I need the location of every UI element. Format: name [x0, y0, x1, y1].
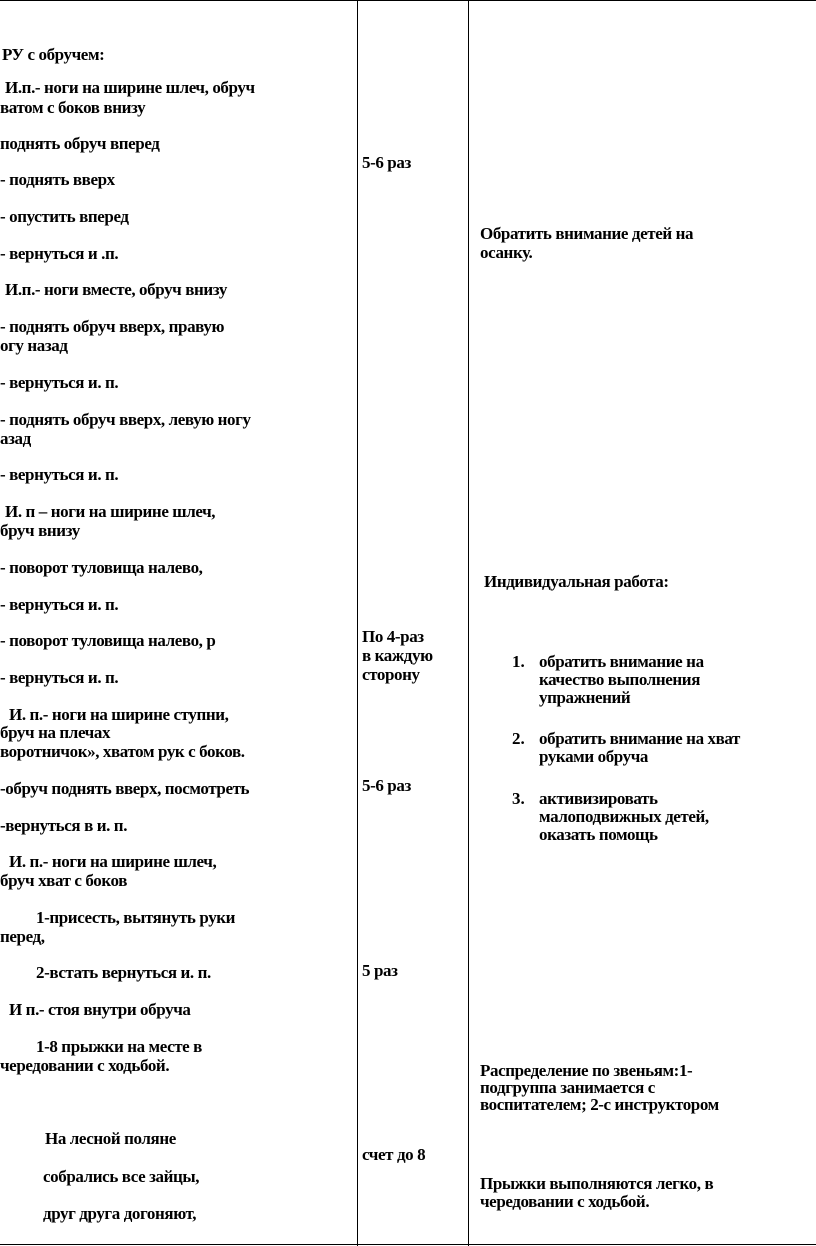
table-top-border [0, 0, 816, 1]
list-item-line: активизировать [539, 789, 658, 808]
exercise-line: И. п.- ноги на ширине ступни, [9, 705, 229, 724]
exercise-line: бруч внизу [0, 521, 80, 540]
exercise-line: - вернуться и .п. [0, 244, 119, 263]
note-text: Распределение по звеньям:1- [480, 1061, 693, 1080]
exercise-line: - опустить вперед [0, 207, 129, 226]
exercise-line: И. п – ноги на ширине шлеч, [5, 502, 216, 521]
exercise-heading: РУ с обручем: [2, 45, 105, 64]
list-item-line: обратить внимание на [539, 652, 704, 671]
exercise-line: И. п.- ноги на ширине шлеч, [9, 852, 217, 871]
exercise-line: чередовании с ходьбой. [0, 1056, 170, 1075]
exercise-line: - поворот туловища налево, [0, 558, 203, 577]
exercise-line: - вернуться и. п. [0, 595, 119, 614]
exercise-line: -обруч поднять вверх, посмотреть [0, 779, 250, 798]
list-number: 1. [512, 652, 525, 671]
exercise-line: азад [0, 429, 31, 448]
table-bottom-border [0, 1244, 816, 1245]
exercise-line: - поднять вверх [0, 170, 115, 189]
exercise-line: бруч хват с боков [0, 871, 128, 890]
column-divider-1 [357, 0, 358, 1246]
list-item-line: качество выполнения [539, 670, 700, 689]
column-divider-2 [468, 0, 469, 1246]
list-item-line: малоподвижных детей, [539, 807, 709, 826]
exercise-line: поднять обруч вперед [0, 134, 160, 153]
exercise-line: И.п.- ноги вместе, обруч внизу [5, 280, 227, 299]
repetitions-text: 5-6 раз [362, 153, 411, 172]
exercise-line: - вернуться и. п. [0, 373, 119, 392]
exercise-line: -вернуться в и. п. [0, 816, 128, 835]
exercise-line: И п.- стоя внутри обруча [9, 1000, 191, 1019]
note-text: чередовании с ходьбой. [480, 1192, 650, 1211]
exercise-line: воротничок», хватом рук с боков. [0, 742, 245, 761]
list-item-line: упражнений [539, 688, 631, 707]
repetitions-text: счет до 8 [362, 1145, 426, 1164]
repetitions-text: сторону [362, 665, 420, 684]
poem-line: друг друга догоняют, [43, 1204, 197, 1223]
note-text: подгруппа занимается с [480, 1078, 655, 1097]
note-text: воспитателем; 2-с инструктором [480, 1095, 719, 1114]
note-text: Обратить внимание детей на [480, 224, 694, 243]
exercise-line: 2-встать вернуться и. п. [36, 963, 211, 982]
poem-line: На лесной поляне [45, 1129, 176, 1148]
exercise-line: 1-присесть, вытянуть руки [36, 908, 236, 927]
note-text: осанку. [480, 243, 533, 262]
list-item-line: обратить внимание на хват [539, 729, 741, 748]
individual-work-title: Индивидуальная работа: [484, 572, 669, 591]
exercise-line: ватом с боков внизу [0, 98, 146, 117]
note-text: Прыжки выполняются легко, в [480, 1174, 714, 1193]
exercise-line: огу назад [0, 336, 68, 355]
exercise-line: 1-8 прыжки на месте в [36, 1037, 202, 1056]
repetitions-text: По 4-раз [362, 627, 424, 646]
exercise-line: - поворот туловища налево, р [0, 631, 216, 650]
exercise-line: - вернуться и. п. [0, 465, 119, 484]
list-number: 3. [512, 789, 525, 808]
exercise-line: - вернуться и. п. [0, 668, 119, 687]
list-item-line: руками обруча [539, 747, 649, 766]
repetitions-text: 5-6 раз [362, 776, 411, 795]
list-item-line: оказать помощь [539, 825, 658, 844]
exercise-line: - поднять обруч вверх, правую [0, 317, 225, 336]
repetitions-text: в каждую [362, 646, 433, 665]
list-number: 2. [512, 729, 525, 748]
exercise-line: бруч на плечах [0, 723, 111, 742]
exercise-line: - поднять обруч вверх, левую ногу [0, 410, 251, 429]
exercise-line: перед, [0, 927, 45, 946]
repetitions-text: 5 раз [362, 961, 398, 980]
poem-line: собрались все зайцы, [43, 1167, 200, 1186]
exercise-line: И.п.- ноги на ширине шлеч, обруч [5, 78, 255, 97]
